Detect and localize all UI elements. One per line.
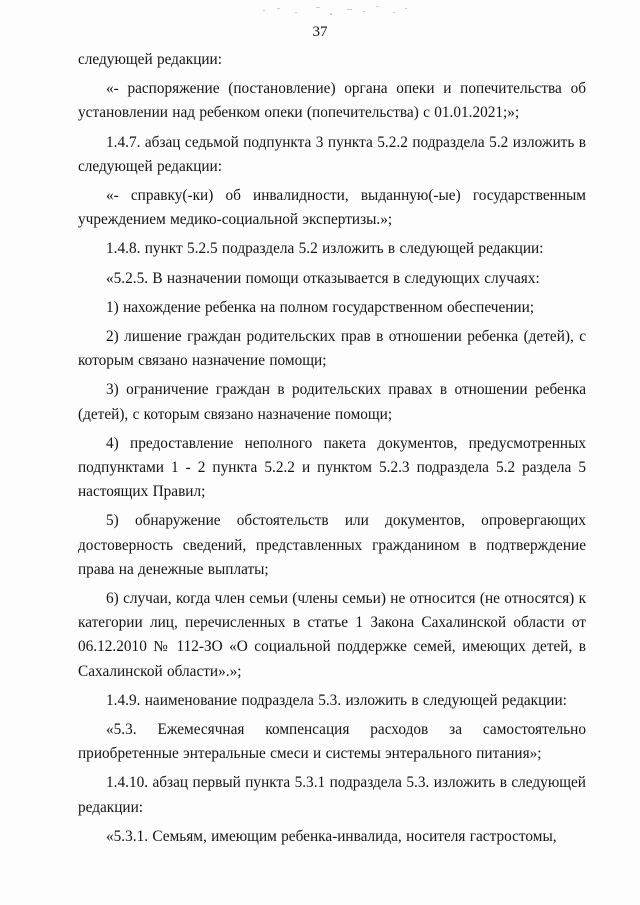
paragraph: «5.3. Ежемесячная компенсация расходов за самостоятельно приобретенные энтеральные смеси и системы энтерального питания»;: [78, 721, 586, 763]
paragraph: «5.2.5. В назначении помощи отказывается в следующих случаях:: [106, 269, 540, 287]
document-body: [78, 48, 586, 854]
paragraph: 1) нахождение ребенка на полном государственном обеспечении;: [106, 298, 535, 316]
paragraph: 1.4.9. наименование подраздела 5.3. изложить в следующей редакции:: [106, 691, 567, 709]
paragraph: 2) лишение граждан родительских прав в отношении ребенка (детей), с которым связано назначение помощи;: [78, 328, 586, 370]
paragraph: «5.3.1. Семьям, имеющим ребенка-инвалида, носителя гастростомы,: [106, 827, 557, 845]
paragraph: 1.4.7. абзац седьмой подпункта 3 пункта 5.2.2 подраздела 5.2 изложить в следующей редакции:: [78, 133, 586, 175]
paragraph: «- справку(-ки) об инвалидности, выданную(-ые) государственным учреждением медико-социальной экспертизы.»;: [78, 187, 586, 229]
paragraph: следующей редакции:: [78, 51, 222, 68]
page-number: 37: [312, 24, 328, 40]
paragraph: «- распоряжение (постановление) органа опеки и попечительства об установлении над ребенком опеки (попечительства) с 01.01.2021;»;: [78, 80, 586, 122]
paragraph: 5) обнаружение обстоятельств или документов, опровергающих достоверность сведений, представленных гражданином в подтверждение права на денежные выплаты;: [78, 512, 586, 578]
paragraph: 1.4.8. пункт 5.2.5 подраздела 5.2 изложить в следующей редакции:: [106, 240, 544, 258]
scan-artifact: [255, 4, 415, 18]
paragraph: 3) ограничение граждан в родительских правах в отношении ребенка (детей), с которым связано назначение помощи;: [78, 381, 586, 423]
paragraph: 6) случаи, когда член семьи (члены семьи) не относится (не относятся) к категории лиц, перечисленных в статье 1 Закона Сахалинской области от 06.12.2010 № 112-ЗО «О социальной поддержке семей, имеющих детей, в Сахалинской области».»;: [78, 590, 587, 680]
paragraph: 1.4.10. абзац первый пункта 5.3.1 подраздела 5.3. изложить в следующей редакции:: [78, 774, 586, 816]
paragraph: 4) предоставление неполного пакета документов, предусмотренных подпунктами 1 - 2 пункта 5.2.2 и пунктом 5.2.3 подраздела 5.2 раздела 5 настоящих Правил;: [78, 434, 586, 501]
